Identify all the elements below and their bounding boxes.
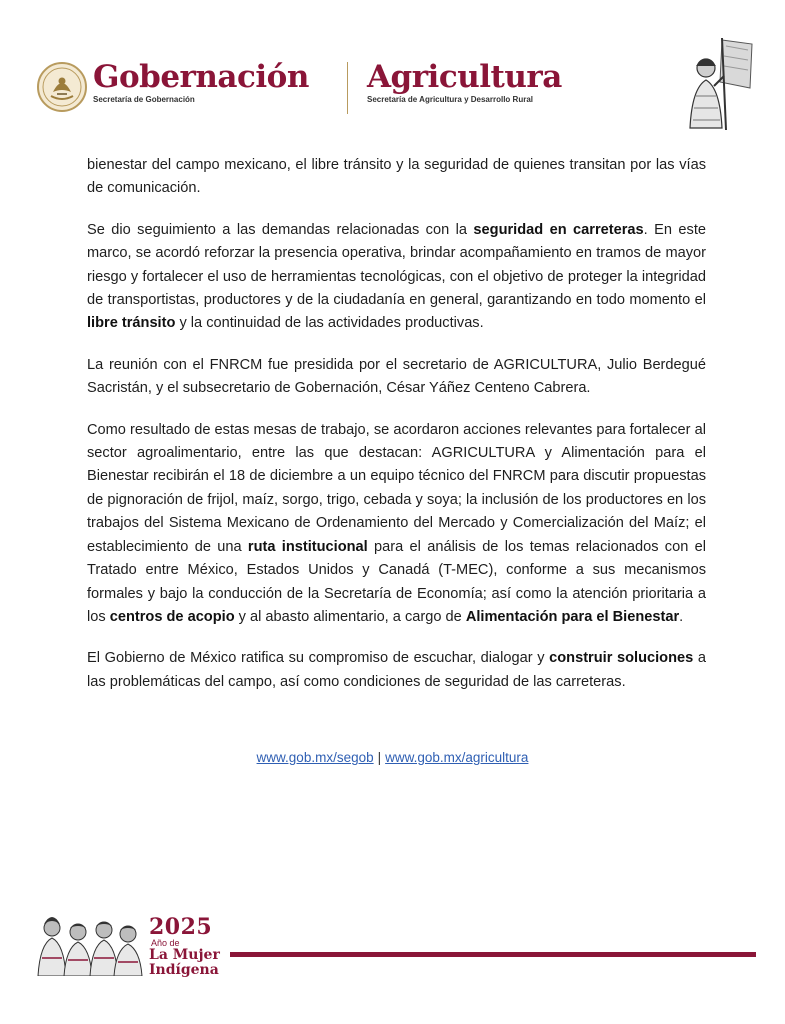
paragraph-1-text: bienestar del campo mexicano, el libre tránsito y la seguridad de quienes transitan por las vías de comunicación. bbox=[87, 157, 706, 197]
paragraph-3-text: La reunión con el FNRCM fue presidida por el secretario de AGRICULTURA, Julio Berdegué Sacristán, y el subsecretario de Gobernación, César Yáñez Centeno Cabrera. bbox=[87, 356, 706, 397]
segob-link[interactable]: www.gob.mx/segob bbox=[256, 750, 374, 765]
year-line-2: La Mujer bbox=[149, 947, 220, 963]
national-seal-icon bbox=[37, 62, 87, 112]
agricultura-title: Agricultura bbox=[367, 59, 562, 95]
p5-text-c: a las problemáticas del campo, así como condiciones de seguridad de las carreteras. bbox=[87, 650, 706, 690]
p2-bold-libre-transito: libre tránsito bbox=[87, 315, 176, 332]
website-links bbox=[0, 750, 785, 765]
year-number: 2025 bbox=[149, 914, 213, 940]
agricultura-logo bbox=[367, 60, 562, 104]
p5-text-a: El Gobierno de México ratifica su compromiso de escuchar, dialogar y bbox=[87, 650, 550, 667]
p2-text-c: . En este marco, se acordó reforzar la presencia operativa, brindar acompañamiento en tramos de mayor riesgo y fortalecer el uso de herramientas tecnológicas, con el objetivo de proteger la integridad de transportistas, productores y de la ciudadanía en general, garantizando en todo momento el bbox=[87, 221, 706, 309]
paragraph-2 bbox=[87, 219, 706, 336]
gobernacion-logo bbox=[93, 60, 309, 104]
footer-accent-bar bbox=[230, 952, 756, 957]
paragraph-5 bbox=[87, 647, 706, 694]
gobernacion-title: Gobernación bbox=[93, 59, 309, 95]
year-line-3: Indígena bbox=[149, 962, 219, 978]
press-release-body bbox=[87, 154, 706, 712]
link-separator: | bbox=[377, 750, 382, 765]
agricultura-link[interactable]: www.gob.mx/agricultura bbox=[385, 750, 529, 765]
gobernacion-subtitle: Secretaría de Gobernación bbox=[93, 95, 195, 104]
p5-bold-soluciones: construir soluciones bbox=[549, 650, 694, 667]
p2-text-e: y la continuidad de las actividades productivas. bbox=[175, 315, 484, 332]
year-badge bbox=[149, 916, 220, 978]
letterhead bbox=[0, 0, 785, 150]
p4-bold-ruta: ruta institucional bbox=[247, 538, 368, 555]
p2-text-a: Se dio seguimiento a las demandas relacionadas con la bbox=[87, 221, 474, 238]
p4-text-g: . bbox=[679, 608, 684, 625]
paragraph-3 bbox=[87, 354, 706, 401]
p4-bold-alimentacion: Alimentación para el Bienestar bbox=[465, 608, 680, 625]
indigenous-women-illustration-icon bbox=[34, 910, 146, 976]
p2-bold-seguridad: seguridad en carreteras bbox=[473, 221, 644, 238]
agricultura-subtitle: Secretaría de Agricultura y Desarrollo Rural bbox=[367, 95, 533, 104]
p4-text-e: y al abasto alimentario, a cargo de bbox=[234, 608, 466, 625]
logo-divider bbox=[347, 62, 348, 114]
p4-bold-centros: centros de acopio bbox=[109, 608, 235, 625]
heroine-flag-illustration-icon bbox=[660, 36, 756, 132]
p4-text-a: Como resultado de estas mesas de trabajo, se acordaron acciones relevantes para fortalecer al sector agroalimentario, entre las que destacan: AGRICULTURA y Alimentación para el Bienestar recibirán el 18 de diciembre a un equipo técnico del FNRCM para discutir propuestas de pignoración de frijol, maíz, sorgo, trigo, cebada y soya; la inclusión de los productores en los trabajos del Sistema Mexicano de Ordenamiento del Mercado y Comercialización del Maíz; el establecimiento de una bbox=[87, 421, 706, 555]
year-line-1: Año de bbox=[151, 938, 180, 948]
p4-text-c: para el análisis de los temas relacionados con el Tratado entre México, Estados Unidos y Canadá (T-MEC), conforme a sus mecanismos formales y bajo la conducción de la Secretaría de Economía; así como la atención prioritaria a los bbox=[87, 538, 706, 625]
paragraph-1 bbox=[87, 154, 706, 201]
paragraph-4 bbox=[87, 419, 706, 630]
